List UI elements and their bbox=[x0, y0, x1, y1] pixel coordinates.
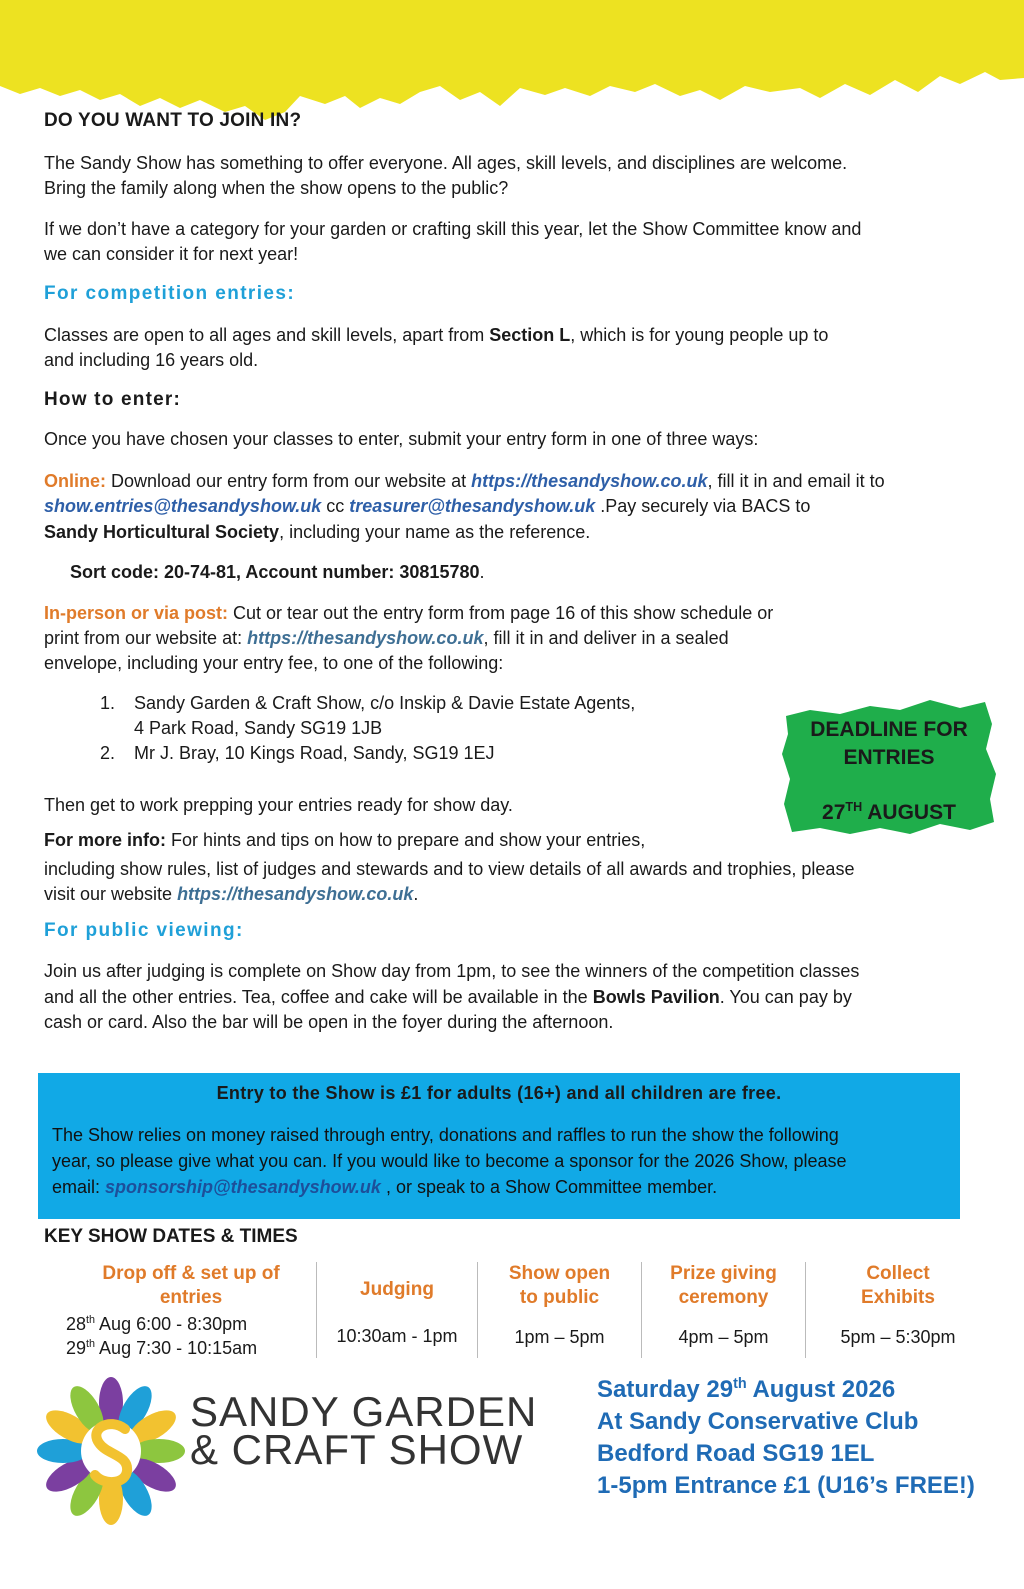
online-line3: Sandy Horticultural Society, including your name as the reference. bbox=[44, 522, 591, 542]
intro-para2-line1: If we don’t have a category for your garden or crafting skill this year, let the Show Committee know and bbox=[44, 219, 862, 239]
post-line2: print from our website at: https://thesandyshow.co.uk, fill it in and deliver in a sealed bbox=[44, 628, 729, 648]
how-to-enter-heading: How to enter: bbox=[44, 389, 181, 410]
venue-date: Saturday 29th August 2026 bbox=[597, 1376, 896, 1403]
intro-para2-line2: we can consider it for next year! bbox=[44, 244, 299, 264]
website-link-3[interactable]: https://thesandyshow.co.uk bbox=[177, 884, 414, 904]
bowls-pavilion: Bowls Pavilion bbox=[592, 987, 720, 1007]
entry-box-title: Entry to the Show is £1 for adults (16+) and all children are free. bbox=[216, 1083, 782, 1103]
brand-line1: SANDY GARDEN bbox=[190, 1388, 538, 1435]
venue-place: At Sandy Conservative Club bbox=[597, 1408, 919, 1435]
dates-col-public: Show open to public 1pm – 5pm bbox=[508, 1263, 611, 1347]
competition-heading: For competition entries: bbox=[44, 283, 296, 304]
intro-para1-line1: The Sandy Show has something to offer everyone. All ages, skill levels, and disciplines are welcome. bbox=[44, 153, 848, 173]
section-l: Section L bbox=[489, 325, 571, 345]
dates-col-prize: Prize giving ceremony 4pm – 5pm bbox=[670, 1263, 777, 1347]
more-info-line1: For more info: For hints and tips on how to prepare and show your entries, bbox=[44, 830, 646, 850]
public-line2: and all the other entries. Tea, coffee and cake will be available in the Bowls Pavilion. You can pay by bbox=[44, 987, 852, 1007]
online-line2: show.entries@thesandyshow.uk cc treasurer@thesandyshow.uk .Pay securely via BACS to bbox=[44, 496, 811, 516]
more-info-line2: including show rules, list of judges and stewards and to view details of all awards and trophies, please bbox=[44, 859, 855, 879]
entry-box-text: The Show relies on money raised through entry, donations and raffles to run the show the following year, so please give what you can. If you would like to become a sponsor for the 2026 Show, please email: sponsorship@thesandyshow.uk , or speak to a Show Committee member. bbox=[52, 1125, 847, 1197]
society-name: Sandy Horticultural Society bbox=[44, 522, 280, 542]
post-label: In-person or via post: bbox=[44, 603, 229, 623]
intro-para1-line2: Bring the family along when the show opens to the public? bbox=[44, 178, 509, 198]
public-line3: cash or card. Also the bar will be open in the foyer during the afternoon. bbox=[44, 1012, 614, 1032]
yellow-torn-banner bbox=[0, 0, 1024, 125]
treasurer-email-link[interactable]: treasurer@thesandyshow.uk bbox=[349, 496, 596, 516]
online-line1: Online: Download our entry form from our website at https://thesandyshow.co.uk, fill it in and email it to bbox=[44, 471, 885, 491]
dates-col-judging: Judging 10:30am - 1pm bbox=[336, 1279, 458, 1346]
entry-info-box bbox=[38, 1073, 960, 1219]
entries-email-link[interactable]: show.entries@thesandyshow.uk bbox=[44, 496, 322, 516]
how-to-enter-intro: Once you have chosen your classes to enter, submit your entry form in one of three ways: bbox=[44, 429, 759, 449]
deadline-date: 27TH AUGUST bbox=[822, 800, 956, 824]
public-heading: For public viewing: bbox=[44, 920, 244, 941]
dates-col-dropoff: Drop off & set up of entries 28th Aug 6:00 - 8:30pm 29th Aug 7:30 - 10:15am bbox=[66, 1263, 280, 1358]
prep-text: Then get to work prepping your entries ready for show day. bbox=[44, 795, 513, 815]
competition-line2: and including 16 years old. bbox=[44, 350, 259, 370]
more-info-line3: visit our website https://thesandyshow.co.uk. bbox=[44, 884, 419, 904]
intro-heading: DO YOU WANT TO JOIN IN? bbox=[44, 110, 302, 131]
deadline-line2: ENTRIES bbox=[843, 746, 935, 769]
list-item: 1. Sandy Garden & Craft Show, c/o Inskip & Davie Estate Agents, bbox=[100, 693, 636, 713]
list-item: 4 Park Road, Sandy SG19 1JB bbox=[134, 718, 383, 738]
competition-line1: Classes are open to all ages and skill levels, apart from Section L, which is for young people up to bbox=[44, 325, 829, 345]
dates-col-collect: Collect Exhibits 5pm – 5:30pm bbox=[840, 1263, 956, 1347]
online-label: Online: bbox=[44, 471, 106, 491]
key-dates-title: KEY SHOW DATES & TIMES bbox=[44, 1226, 298, 1247]
post-line3: envelope, including your entry fee, to one of the following: bbox=[44, 653, 504, 673]
address-list bbox=[100, 691, 635, 766]
list-item: 2. Mr J. Bray, 10 Kings Road, Sandy, SG19 1EJ bbox=[100, 743, 495, 763]
brand-line2: & CRAFT SHOW bbox=[190, 1426, 524, 1473]
bank-details: Sort code: 20-74-81, Account number: 30815780. bbox=[70, 562, 485, 582]
venue-details bbox=[597, 1374, 975, 1502]
public-line1: Join us after judging is complete on Show day from 1pm, to see the winners of the competition classes bbox=[44, 961, 860, 981]
sponsorship-email-link[interactable]: sponsorship@thesandyshow.uk bbox=[105, 1177, 381, 1197]
venue-entrance: 1-5pm Entrance £1 (U16’s FREE!) bbox=[597, 1472, 975, 1499]
deadline-line1: DEADLINE FOR bbox=[810, 718, 968, 741]
website-link-2[interactable]: https://thesandyshow.co.uk bbox=[247, 628, 484, 648]
post-line1: In-person or via post: Cut or tear out the entry form from page 16 of this show schedule or bbox=[44, 603, 774, 623]
venue-address: Bedford Road SG19 1EL bbox=[597, 1440, 875, 1467]
more-info-label: For more info: bbox=[44, 830, 166, 850]
show-logo-icon bbox=[36, 1376, 186, 1526]
website-link[interactable]: https://thesandyshow.co.uk bbox=[471, 471, 708, 491]
